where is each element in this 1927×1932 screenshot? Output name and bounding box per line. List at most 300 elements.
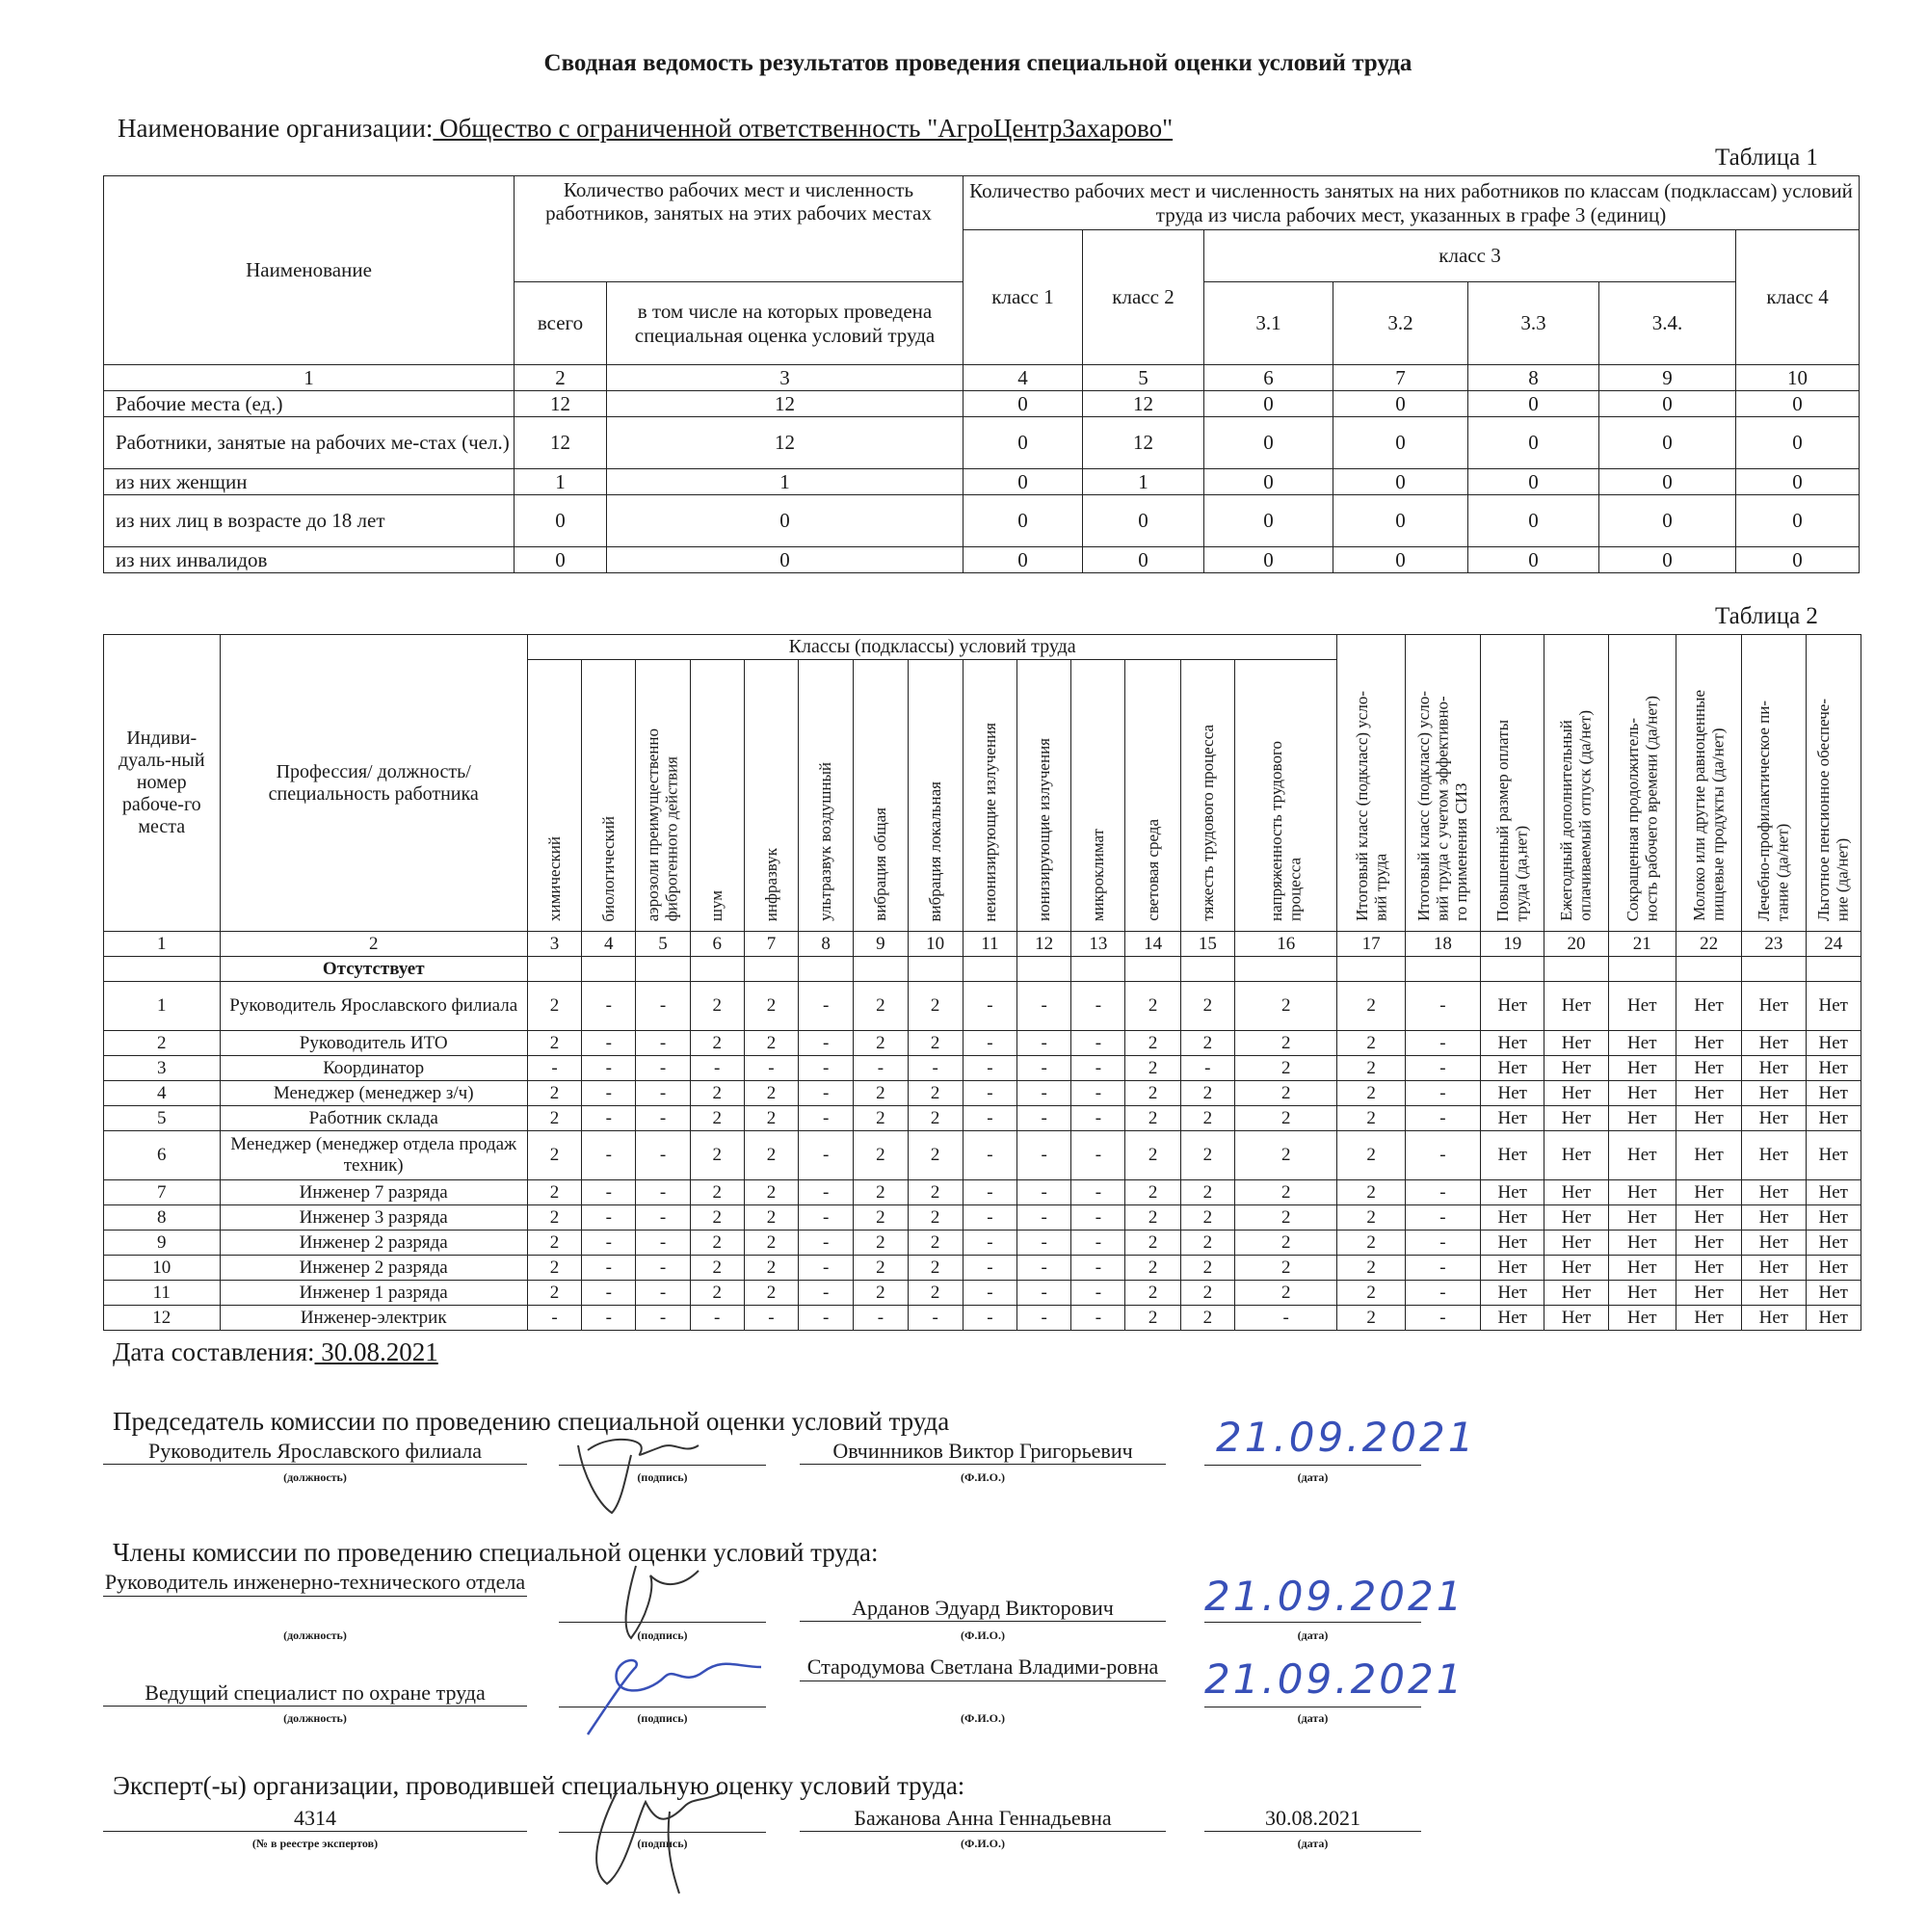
t2-factor-header: ионизирующие излучения: [1017, 660, 1071, 932]
t2-cell: Нет: [1608, 1056, 1676, 1081]
t2-cell: -: [636, 1131, 690, 1180]
t2-cell: 2: [1125, 1131, 1180, 1180]
t2-cell: Нет: [1742, 1231, 1806, 1256]
t2-cell: -: [1405, 1231, 1480, 1256]
t2-cell: 2: [1337, 1281, 1405, 1306]
caption-date-3: (дата): [1297, 1711, 1329, 1725]
t2-cell: Нет: [1608, 1256, 1676, 1281]
caption-position-2: (должность): [283, 1628, 347, 1642]
t2-cell: 2: [1180, 1031, 1234, 1056]
t2-col-number: 14: [1125, 932, 1180, 957]
t1-cell: 0: [1599, 469, 1736, 495]
organization-line: [118, 114, 1173, 144]
t2-col-number: 5: [636, 932, 690, 957]
t2-cell: 2: [1337, 982, 1405, 1031]
t2-cell: Нет: [1806, 1231, 1861, 1256]
t2-cell: -: [582, 982, 636, 1031]
t2-header-classes-group: Классы (подклассы) условий труда: [527, 635, 1337, 660]
t2-header-extra-2: Итоговый класс (подкласс) усло- вий труда с учетом эффективно- го применения СИЗ: [1405, 635, 1480, 932]
t2-cell: -: [799, 1031, 854, 1056]
member2-date: 21.09.2021: [1204, 1655, 1465, 1703]
t2-cell: 2: [1234, 1056, 1337, 1081]
t2-cell: [690, 957, 744, 982]
t2-cell: 2: [1125, 1231, 1180, 1256]
t1-cell: 12: [515, 391, 607, 417]
t2-cell: Нет: [1544, 1231, 1608, 1256]
t1-col-number: 4: [964, 365, 1083, 391]
t2-col-number: 10: [908, 932, 963, 957]
table2: [103, 634, 1861, 1331]
members-heading: Члены комиссии по проведению специальной оценки условий труда:: [113, 1538, 879, 1567]
t2-col-number: 15: [1180, 932, 1234, 957]
t2-cell: -: [1017, 1106, 1071, 1131]
t2-cell: Нет: [1742, 1056, 1806, 1081]
t2-cell: [1017, 957, 1071, 982]
t2-cell: 2: [527, 1106, 581, 1131]
member1-date: 21.09.2021: [1204, 1573, 1465, 1620]
t2-cell: 2: [690, 1131, 744, 1180]
t2-cell: 2: [527, 1031, 581, 1056]
t2-cell: [908, 957, 963, 982]
t1-cell: 0: [1333, 547, 1468, 573]
t1-cell: 0: [1736, 417, 1860, 469]
caption-signature-4: (подпись): [637, 1837, 688, 1850]
t2-row-num: 1: [104, 982, 221, 1031]
t2-cell: Нет: [1544, 1106, 1608, 1131]
t2-cell: -: [1017, 1231, 1071, 1256]
t1-header-class3: класс 3: [1204, 230, 1736, 282]
t2-col-number: 21: [1608, 932, 1676, 957]
t2-cell: 2: [1125, 1056, 1180, 1081]
caption-signature: (подпись): [637, 1470, 688, 1484]
t2-col-number: 2: [220, 932, 527, 957]
t2-cell: Нет: [1806, 1306, 1861, 1331]
t2-cell: -: [1017, 1180, 1071, 1205]
t1-cell: 12: [607, 417, 964, 469]
t2-cell: -: [799, 1205, 854, 1231]
t1-header-c31: 3.1: [1204, 282, 1333, 365]
t2-cell: Нет: [1742, 1256, 1806, 1281]
t1-row: [104, 469, 1860, 495]
t2-cell: -: [1180, 1056, 1234, 1081]
t2-cell: -: [963, 1281, 1016, 1306]
t2-row: [104, 1131, 1861, 1180]
t2-cell: -: [1405, 1131, 1480, 1180]
t2-header-extra-3: Повышенный размер оплаты труда (да,нет): [1481, 635, 1544, 932]
t2-cell: Нет: [1544, 1256, 1608, 1281]
t2-cell: 2: [854, 982, 908, 1031]
t2-cell: 2: [1125, 1081, 1180, 1106]
t1-header-count-group: Количество рабочих мест и численность работников, занятых на этих рабочих местах: [515, 176, 964, 282]
t2-cell: -: [1017, 1056, 1071, 1081]
t2-row-num: 5: [104, 1106, 221, 1131]
t2-cell: -: [799, 1056, 854, 1081]
t2-cell: -: [1071, 1180, 1125, 1205]
t1-header-assessed: в том числе на которых проведена специальная оценка условий труда: [607, 282, 964, 365]
t2-cell: -: [636, 1256, 690, 1281]
t2-cell: -: [1017, 1256, 1071, 1281]
t1-header-class2: класс 2: [1083, 230, 1204, 365]
t2-cell: -: [854, 1056, 908, 1081]
t2-row-num: 8: [104, 1205, 221, 1231]
t2-cell: Нет: [1676, 1106, 1741, 1131]
t2-cell: 2: [1234, 1205, 1337, 1231]
t1-cell: 0: [964, 391, 1083, 417]
t2-cell: 2: [908, 1205, 963, 1231]
t2-col-number: 20: [1544, 932, 1608, 957]
t2-cell: Нет: [1676, 1205, 1741, 1231]
t2-cell: 2: [1125, 1106, 1180, 1131]
member2-position: Ведущий специалист по охране труда: [103, 1681, 527, 1707]
t2-cell: -: [799, 1306, 854, 1331]
t2-col-number: 16: [1234, 932, 1337, 957]
t2-cell: 2: [1337, 1081, 1405, 1106]
t2-cell: -: [1405, 1106, 1480, 1131]
document-title: Сводная ведомость результатов проведения специальной оценки условий труда: [543, 50, 1412, 76]
t2-cell: -: [799, 1106, 854, 1131]
t2-cell: -: [799, 982, 854, 1031]
member1-signature: [607, 1561, 723, 1648]
t2-factor-header: световая среда: [1125, 660, 1180, 932]
t2-col-number: 11: [963, 932, 1016, 957]
t2-cell: Нет: [1742, 1031, 1806, 1056]
t2-cell: 2: [1337, 1031, 1405, 1056]
t2-row-prof: Инженер 3 разряда: [220, 1205, 527, 1231]
t2-cell: -: [636, 1106, 690, 1131]
t1-cell: 0: [607, 495, 964, 547]
compile-date-label: Дата составления:: [113, 1337, 315, 1366]
t2-cell: Нет: [1544, 1131, 1608, 1180]
t2-cell: Нет: [1481, 1131, 1544, 1180]
t2-cell: Нет: [1544, 1081, 1608, 1106]
t2-cell: -: [1071, 1205, 1125, 1231]
t2-cell: 2: [908, 1131, 963, 1180]
t2-cell: -: [636, 1306, 690, 1331]
t2-row: [104, 1231, 1861, 1256]
t2-cell: 2: [690, 1180, 744, 1205]
t1-col-number: 10: [1736, 365, 1860, 391]
t1-col-number: 8: [1468, 365, 1599, 391]
t2-factor-header: тяжесть трудового процесса: [1180, 660, 1234, 932]
t1-cell: 0: [1599, 547, 1736, 573]
t2-cell: 2: [744, 982, 798, 1031]
t2-cell: Нет: [1806, 1256, 1861, 1281]
t2-row-prof: Инженер 2 разряда: [220, 1231, 527, 1256]
t2-cell: 2: [1234, 1256, 1337, 1281]
expert-fio: Бажанова Анна Геннадьевна: [800, 1806, 1166, 1832]
t2-cell: Нет: [1608, 1281, 1676, 1306]
t2-factor-header: шум: [690, 660, 744, 932]
t2-cell: 2: [744, 1031, 798, 1056]
t2-row-prof: Инженер 1 разряда: [220, 1281, 527, 1306]
t2-row-prof: Инженер-электрик: [220, 1306, 527, 1331]
t2-cell: -: [854, 1306, 908, 1331]
t2-cell: 2: [744, 1205, 798, 1231]
t2-factor-header: химический: [527, 660, 581, 932]
t1-header-class-group: Количество рабочих мест и численность занятых на них работников по классам (подклассам) условий труда из числа рабочих мест, указанных в графе 3 (единиц): [964, 176, 1860, 230]
t2-cell: -: [582, 1081, 636, 1106]
t2-cell: Нет: [1608, 1106, 1676, 1131]
t2-header-extra-5: Сокращенная продолжитель- ность рабочего времени (да/нет): [1608, 635, 1676, 932]
t2-cell: -: [963, 1106, 1016, 1131]
t2-cell: 2: [744, 1106, 798, 1131]
t1-cell: 0: [1599, 417, 1736, 469]
t2-cell: 2: [690, 1256, 744, 1281]
t2-cell: [1544, 957, 1608, 982]
t2-cell: Нет: [1544, 982, 1608, 1031]
t2-cell: -: [1071, 1081, 1125, 1106]
t2-col-number: 4: [582, 932, 636, 957]
t2-cell: Нет: [1676, 1306, 1741, 1331]
t1-header-c33: 3.3: [1468, 282, 1599, 365]
t2-cell: 2: [1337, 1306, 1405, 1331]
t2-cell: Нет: [1676, 982, 1741, 1031]
t2-cell: 2: [1125, 1180, 1180, 1205]
t2-cell: [636, 957, 690, 982]
t2-cell: Нет: [1676, 1231, 1741, 1256]
member2-signature: [578, 1638, 771, 1744]
t2-cell: 2: [744, 1281, 798, 1306]
t1-col-number: 5: [1083, 365, 1204, 391]
t2-row: [104, 1180, 1861, 1205]
t2-row: [104, 1106, 1861, 1131]
caption-fio: (Ф.И.О.): [961, 1470, 1005, 1484]
t2-cell: -: [636, 1031, 690, 1056]
table2-caption: Таблица 2: [1715, 603, 1818, 629]
chair-heading: Председатель комиссии по проведению специальной оценки условий труда: [113, 1407, 950, 1436]
chair-fio: Овчинников Виктор Григорьевич: [800, 1439, 1166, 1465]
member1-fio: Арданов Эдуард Викторович: [800, 1596, 1166, 1622]
t2-cell: -: [636, 1205, 690, 1231]
t2-col-number: 17: [1337, 932, 1405, 957]
t2-factor-header: ультразвук воздушный: [799, 660, 854, 932]
t2-cell: 2: [854, 1256, 908, 1281]
t2-col-number: 12: [1017, 932, 1071, 957]
t2-cell: -: [744, 1306, 798, 1331]
t2-factor-header: биологический: [582, 660, 636, 932]
t2-cell: 2: [908, 1256, 963, 1281]
t2-header-num: Индиви-дуаль-ный номер рабоче-го места: [104, 635, 221, 932]
t2-cell: Нет: [1676, 1131, 1741, 1180]
t2-row-num: 12: [104, 1306, 221, 1331]
expert-registry: 4314: [103, 1806, 527, 1832]
t2-absent-row: [104, 957, 1861, 982]
t2-cell: 2: [690, 982, 744, 1031]
t1-row-label: Работники, занятые на рабочих ме-стах (чел.): [104, 417, 515, 469]
t2-cell: Нет: [1742, 1281, 1806, 1306]
t1-cell: 12: [607, 391, 964, 417]
t2-cell: -: [1405, 1205, 1480, 1231]
t1-col-number: 2: [515, 365, 607, 391]
t2-cell: Нет: [1742, 1205, 1806, 1231]
t2-cell: -: [582, 1281, 636, 1306]
t2-row-num: 11: [104, 1281, 221, 1306]
t2-cell: 2: [1180, 1231, 1234, 1256]
t2-cell: 2: [744, 1081, 798, 1106]
t2-row: [104, 1281, 1861, 1306]
t2-cell: -: [1405, 1256, 1480, 1281]
t2-cell: [854, 957, 908, 982]
t2-cell: -: [1071, 1231, 1125, 1256]
t2-cell: -: [963, 1081, 1016, 1106]
t2-row-num: 4: [104, 1081, 221, 1106]
t2-cell: -: [1071, 1031, 1125, 1056]
t2-cell: 2: [1180, 1106, 1234, 1131]
t1-cell: 0: [1468, 391, 1599, 417]
t2-cell: Нет: [1544, 1205, 1608, 1231]
t2-row-prof: Инженер 2 разряда: [220, 1256, 527, 1281]
t2-cell: 2: [1125, 1306, 1180, 1331]
t2-row-prof: Менеджер (менеджер з/ч): [220, 1081, 527, 1106]
t2-cell: Нет: [1742, 1106, 1806, 1131]
t2-cell: -: [799, 1081, 854, 1106]
t2-cell: -: [744, 1056, 798, 1081]
t1-cell: 0: [1333, 469, 1468, 495]
t2-cell: -: [799, 1131, 854, 1180]
compile-date-value: 30.08.2021: [314, 1337, 438, 1366]
t2-cell: 2: [1125, 1281, 1180, 1306]
t2-cell: [582, 957, 636, 982]
t2-cell: 2: [1180, 1131, 1234, 1180]
t2-cell: 2: [744, 1180, 798, 1205]
t2-cell: 2: [1125, 1256, 1180, 1281]
t2-cell: 2: [744, 1256, 798, 1281]
t2-cell: 2: [908, 1281, 963, 1306]
t2-cell: 2: [1125, 1031, 1180, 1056]
t2-cell: -: [908, 1056, 963, 1081]
t2-cell: -: [582, 1031, 636, 1056]
t2-cell: Нет: [1481, 1256, 1544, 1281]
t1-row: [104, 417, 1860, 469]
t2-cell: -: [963, 1031, 1016, 1056]
t1-cell: 12: [1083, 391, 1204, 417]
t1-row: [104, 547, 1860, 573]
caption-signature-2: (подпись): [637, 1628, 688, 1642]
expert-signature: [578, 1783, 732, 1898]
t1-cell: 0: [1736, 495, 1860, 547]
t2-row-num: 7: [104, 1180, 221, 1205]
t1-cell: 0: [1468, 547, 1599, 573]
compile-date: [113, 1337, 438, 1367]
t2-cell: Нет: [1608, 982, 1676, 1031]
t2-cell: -: [1017, 1131, 1071, 1180]
t2-cell: 2: [1180, 1081, 1234, 1106]
t2-row-num: 3: [104, 1056, 221, 1081]
t2-cell: Нет: [1806, 1056, 1861, 1081]
t2-factor-header: инфразвук: [744, 660, 798, 932]
caption-date-2: (дата): [1297, 1628, 1329, 1642]
t2-cell: -: [963, 1056, 1016, 1081]
t2-cell: Нет: [1742, 1180, 1806, 1205]
t2-cell: 2: [690, 1106, 744, 1131]
t2-cell: -: [582, 1256, 636, 1281]
t2-cell: -: [636, 1180, 690, 1205]
t2-cell: -: [1017, 1205, 1071, 1231]
t1-cell: 0: [1468, 469, 1599, 495]
t2-column-numbers: [104, 932, 1861, 957]
t2-cell: 2: [854, 1231, 908, 1256]
t2-col-number: 9: [854, 932, 908, 957]
t1-cell: 0: [1204, 469, 1333, 495]
t2-cell: [1337, 957, 1405, 982]
t2-cell: -: [582, 1205, 636, 1231]
t2-cell: 2: [1180, 1306, 1234, 1331]
t2-cell: -: [1071, 1056, 1125, 1081]
t1-row-label: из них инвалидов: [104, 547, 515, 573]
t1-column-numbers: [104, 365, 1860, 391]
t2-cell: Нет: [1806, 1180, 1861, 1205]
t2-cell: 2: [1234, 1281, 1337, 1306]
t2-cell: [799, 957, 854, 982]
t2-cell: -: [527, 1306, 581, 1331]
t1-row-label: Рабочие места (ед.): [104, 391, 515, 417]
caption-date-4: (дата): [1297, 1837, 1329, 1850]
t2-col-number: 8: [799, 932, 854, 957]
table1: [103, 175, 1860, 573]
t2-cell: -: [799, 1231, 854, 1256]
caption-position: (должность): [283, 1470, 347, 1484]
t2-row-prof: Менеджер (менеджер отдела продаж техник): [220, 1131, 527, 1180]
t2-cell: 2: [527, 1231, 581, 1256]
member2-fio: Стародумова Светлана Владими-ровна: [800, 1654, 1166, 1681]
t1-cell: 0: [1333, 417, 1468, 469]
t1-cell: 0: [964, 469, 1083, 495]
t2-factor-header: напряженность трудового процесса: [1234, 660, 1337, 932]
t2-cell: Нет: [1806, 1281, 1861, 1306]
t2-cell: 2: [1180, 1205, 1234, 1231]
t2-cell: [1234, 957, 1337, 982]
t2-cell: 2: [854, 1031, 908, 1056]
t2-row-prof: Координатор: [220, 1056, 527, 1081]
t1-cell: 0: [1083, 547, 1204, 573]
t1-cell: 0: [607, 547, 964, 573]
t2-cell: Нет: [1481, 1205, 1544, 1231]
member1-position: Руководитель инженерно-технического отдела: [103, 1569, 527, 1597]
t2-header-extra-4: Ежегодный дополнительный оплачиваемый отпуск (да/нет): [1544, 635, 1608, 932]
t1-cell: 0: [1204, 417, 1333, 469]
t2-cell: 2: [854, 1131, 908, 1180]
t2-cell: -: [582, 1056, 636, 1081]
t1-cell: 0: [515, 495, 607, 547]
t2-col-number: 13: [1071, 932, 1125, 957]
t1-col-number: 7: [1333, 365, 1468, 391]
t2-cell: -: [799, 1281, 854, 1306]
t2-cell: 2: [1234, 982, 1337, 1031]
t1-cell: 0: [964, 495, 1083, 547]
t2-row: [104, 1081, 1861, 1106]
t2-row: [104, 1031, 1861, 1056]
t1-header-c32: 3.2: [1333, 282, 1468, 365]
t2-cell: Нет: [1608, 1306, 1676, 1331]
t1-cell: 0: [1204, 547, 1333, 573]
t2-cell: 2: [527, 1281, 581, 1306]
t2-cell: Нет: [1544, 1180, 1608, 1205]
t2-cell: [1481, 957, 1544, 982]
t2-cell: -: [1017, 1081, 1071, 1106]
t2-cell: -: [1071, 982, 1125, 1031]
t2-cell: Нет: [1481, 1231, 1544, 1256]
t1-cell: 0: [964, 417, 1083, 469]
t2-row-prof: Инженер 7 разряда: [220, 1180, 527, 1205]
t1-col-number: 6: [1204, 365, 1333, 391]
t2-cell: -: [582, 1231, 636, 1256]
t2-cell: 2: [854, 1180, 908, 1205]
t2-cell: Нет: [1676, 1256, 1741, 1281]
t2-cell: -: [1071, 1131, 1125, 1180]
t2-cell: 2: [690, 1281, 744, 1306]
t2-cell: 2: [908, 1081, 963, 1106]
chair-date: 21.09.2021: [1216, 1414, 1477, 1461]
